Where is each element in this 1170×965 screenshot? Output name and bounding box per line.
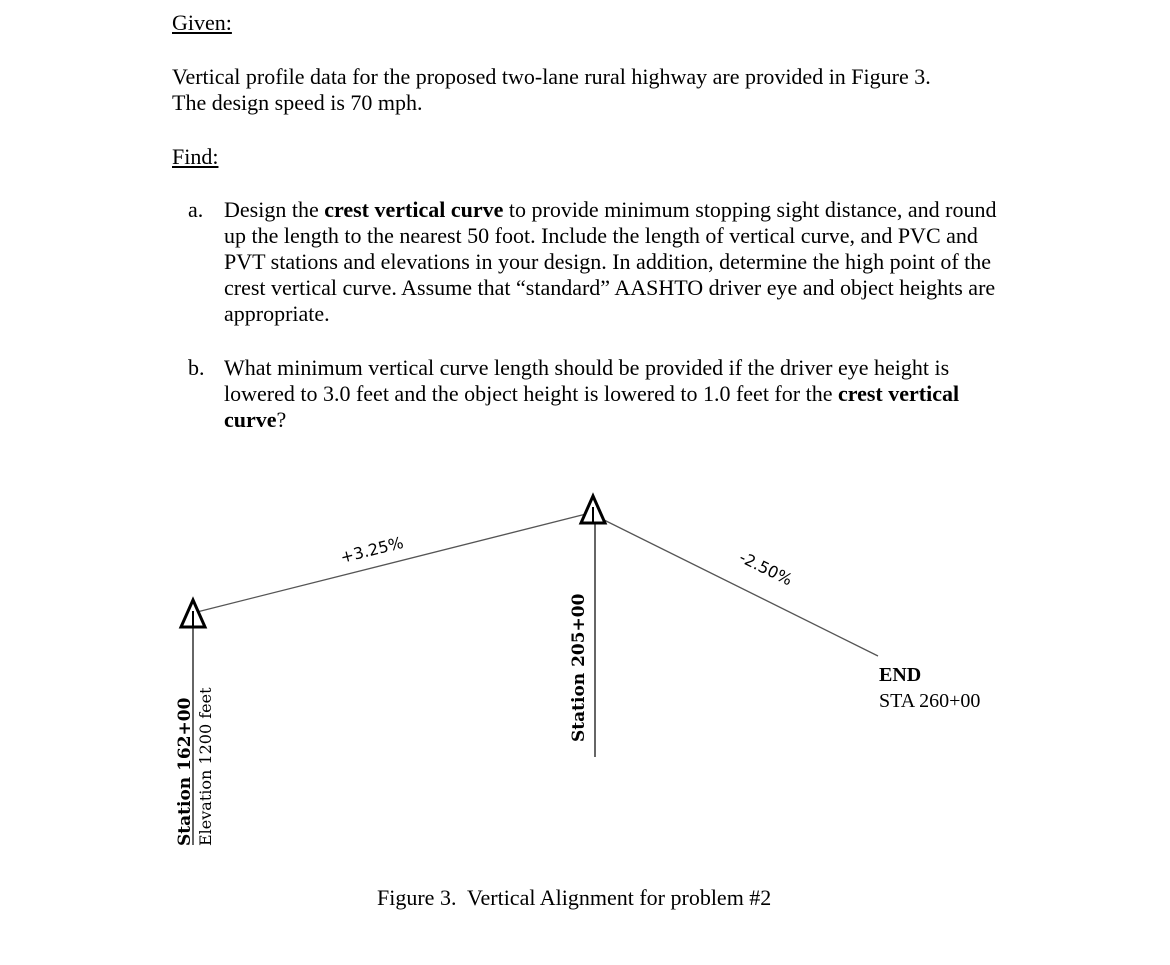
given-line-1: Vertical profile data for the proposed two-lane rural highway are provided in Figure 3. [172,64,931,89]
item-a-marker: a. [188,197,204,222]
start-station-label: Station 162+00 [175,697,195,846]
end-station: STA 260+00 [879,690,981,712]
item-b-bold: crest vertical curve [224,381,960,432]
pvi-station-label: Station 205+00 [569,593,589,742]
pvi-triangle-icon [581,496,605,523]
given-heading: Given: [172,10,232,35]
item-b-text: What minimum vertical curve length should be provided if the driver eye height is lowered to 3.0 feet and the object height is lowered to 1.0 feet for the crest vertical curve? [224,355,960,432]
start-elevation-label: Elevation 1200 feet [196,687,215,846]
grade-line-2 [590,513,878,656]
item-a-bold: crest vertical curve [324,197,504,222]
end-title: END [879,664,922,686]
figure-caption: Figure 3. Vertical Alignment for problem #2 [377,885,772,910]
given-line-2: The design speed is 70 mph. [172,90,423,115]
grade-line-1 [193,513,590,613]
start-triangle-icon [181,600,205,627]
find-heading: Find: [172,144,219,169]
grade-1-label: +3.25% [338,532,406,567]
grade-2-label: -2.50% [736,547,796,590]
item-b-marker: b. [188,355,205,380]
item-a-text: Design the crest vertical curve to provide minimum stopping sight distance, and round up the length to the nearest 50 foot. Include the length of vertical curve, and PVC and PVT stations and elevations in your design. In addition, determine the high point of the crest vertical curve. Assume that “standard” AASHTO driver eye and object heights are appropriate. [224,197,997,326]
